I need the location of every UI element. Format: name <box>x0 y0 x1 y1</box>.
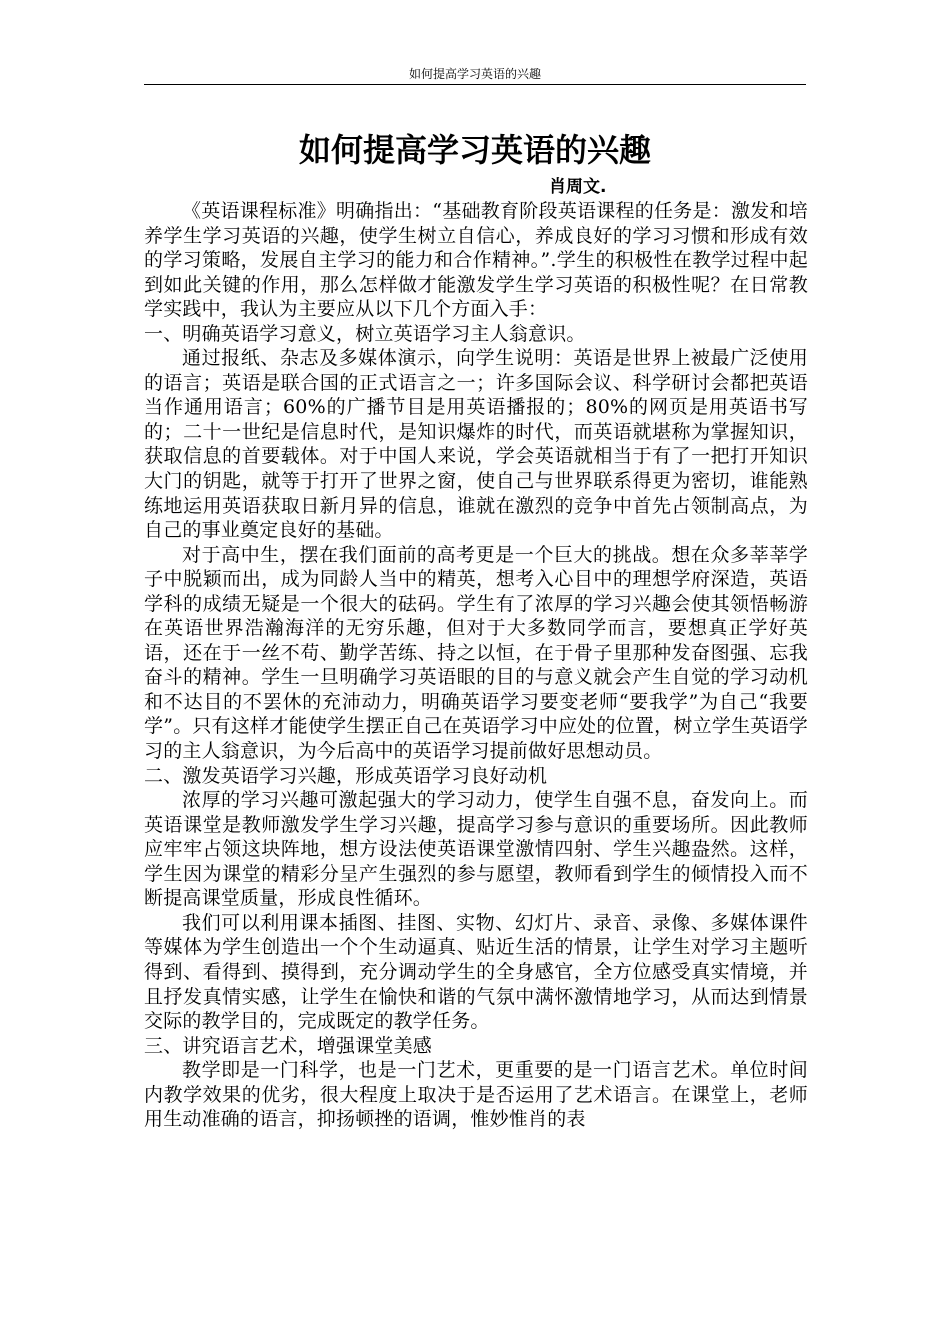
section-heading: 二、激发英语学习兴趣，形成英语学习良好动机 <box>144 764 548 787</box>
page-header <box>144 64 806 85</box>
section-heading: 三、讲究语言艺术，增强课堂美感 <box>144 1034 433 1057</box>
body-paragraph: 我们可以利用课本插图、挂图、实物、幻灯片、录音、录像、多媒体课件等媒体为学生创造出一个个生动逼真、贴近生活的情景，让学生对学习主题听得到、看得到、摸得到，充分调动学生的全身感官，全方位感受真实情境，并且抒发真情实感，让学生在愉快和谐的气氛中满怀激情地学习，从而达到情景交际的教学目的，完成既定的教学任务。 <box>144 911 808 1033</box>
document-title: 如何提高学习英语的兴趣 <box>298 131 651 169</box>
body-paragraph: 浓厚的学习兴趣可激起强大的学习动力，使学生自强不息，奋发向上。而英语课堂是教师激发学生学习兴趣，提高学习参与意识的重要场所。因此教师应牢牢占领这块阵地，想方设法使英语课堂激情四射、学生兴趣盎然。这样，学生因为课堂的精彩分呈产生强烈的参与愿望，教师看到学生的倾情投入而不断提高课堂质量，形成良性循环。 <box>144 789 808 910</box>
section-heading: 一、明确英语学习意义，树立英语学习主人翁意识。 <box>144 322 586 345</box>
body-paragraph: 《英语课程标准》明确指出：“基础教育阶段英语课程的任务是：激发和培养学生学习英语的兴趣，使学生树立自信心，养成良好的学习习惯和形成有效的学习策略，发展自主学习的能力和合作精神。”.学生的积极性在教学过程中起到如此关键的作用，那么怎样做才能激发学生学习英语的积极性呢？在日常教学实践中，我认为主要应从以下几个方面入手： <box>144 200 808 321</box>
running-title: 如何提高学习英语的兴趣 <box>408 67 541 81</box>
document-author: 肖周文. <box>549 177 607 197</box>
body-paragraph: 对于高中生，摆在我们面前的高考更是一个巨大的挑战。想在众多莘莘学子中脱颖而出，成为同龄人当中的精英，想考入心目中的理想学府深造，英语学科的成绩无疑是一个很大的砝码。学生有了浓厚的学习兴趣会使其领悟畅游在英语世界浩瀚海洋的无穷乐趣，但对于大多数同学而言，要想真正学好英语，还在于一丝不苟、勤学苦练、持之以恒，在于骨子里那种发奋图强、忘我奋斗的精神。学生一旦明确学习英语眼的目的与意义就会产生自觉的学习动机和不达目的不罢休的充沛动力，明确英语学习要变老师“要我学”为自己“我要学”。只有这样才能使学生摆正自己在英语学习中应处的位置，树立学生英语学习的主人翁意识，为今后高中的英语学习提前做好思想动员。 <box>144 543 808 763</box>
document-body <box>144 199 808 1132</box>
body-paragraph: 教学即是一门科学，也是一门艺术，更重要的是一门语言艺术。单位时间内教学效果的优劣，很大程度上取决于是否运用了艺术语言。在课堂上，老师用生动准确的语言，抑扬顿挫的语调，惟妙惟肖的表 <box>144 1059 808 1131</box>
body-paragraph: 通过报纸、杂志及多媒体演示，向学生说明：英语是世界上被最广泛使用的语言；英语是联合国的正式语言之一；许多国际会议、科学研讨会都把英语当作通用语言；60%的广播节目是用英语播报的；80%的网页是用英语书写的；二十一世纪是信息时代，是知识爆炸的时代，而英语就堪称为掌握知识，获取信息的首要载体。对于中国人来说，学会英语就相当于有了一把打开知识大门的钥匙，就等于打开了世界之窗，使自己与世界联系得更为密切，谁能熟练地运用英语获取日新月异的信息，谁就在激烈的竞争中首先占领制高点，为自己的事业奠定良好的基础。 <box>144 347 808 542</box>
